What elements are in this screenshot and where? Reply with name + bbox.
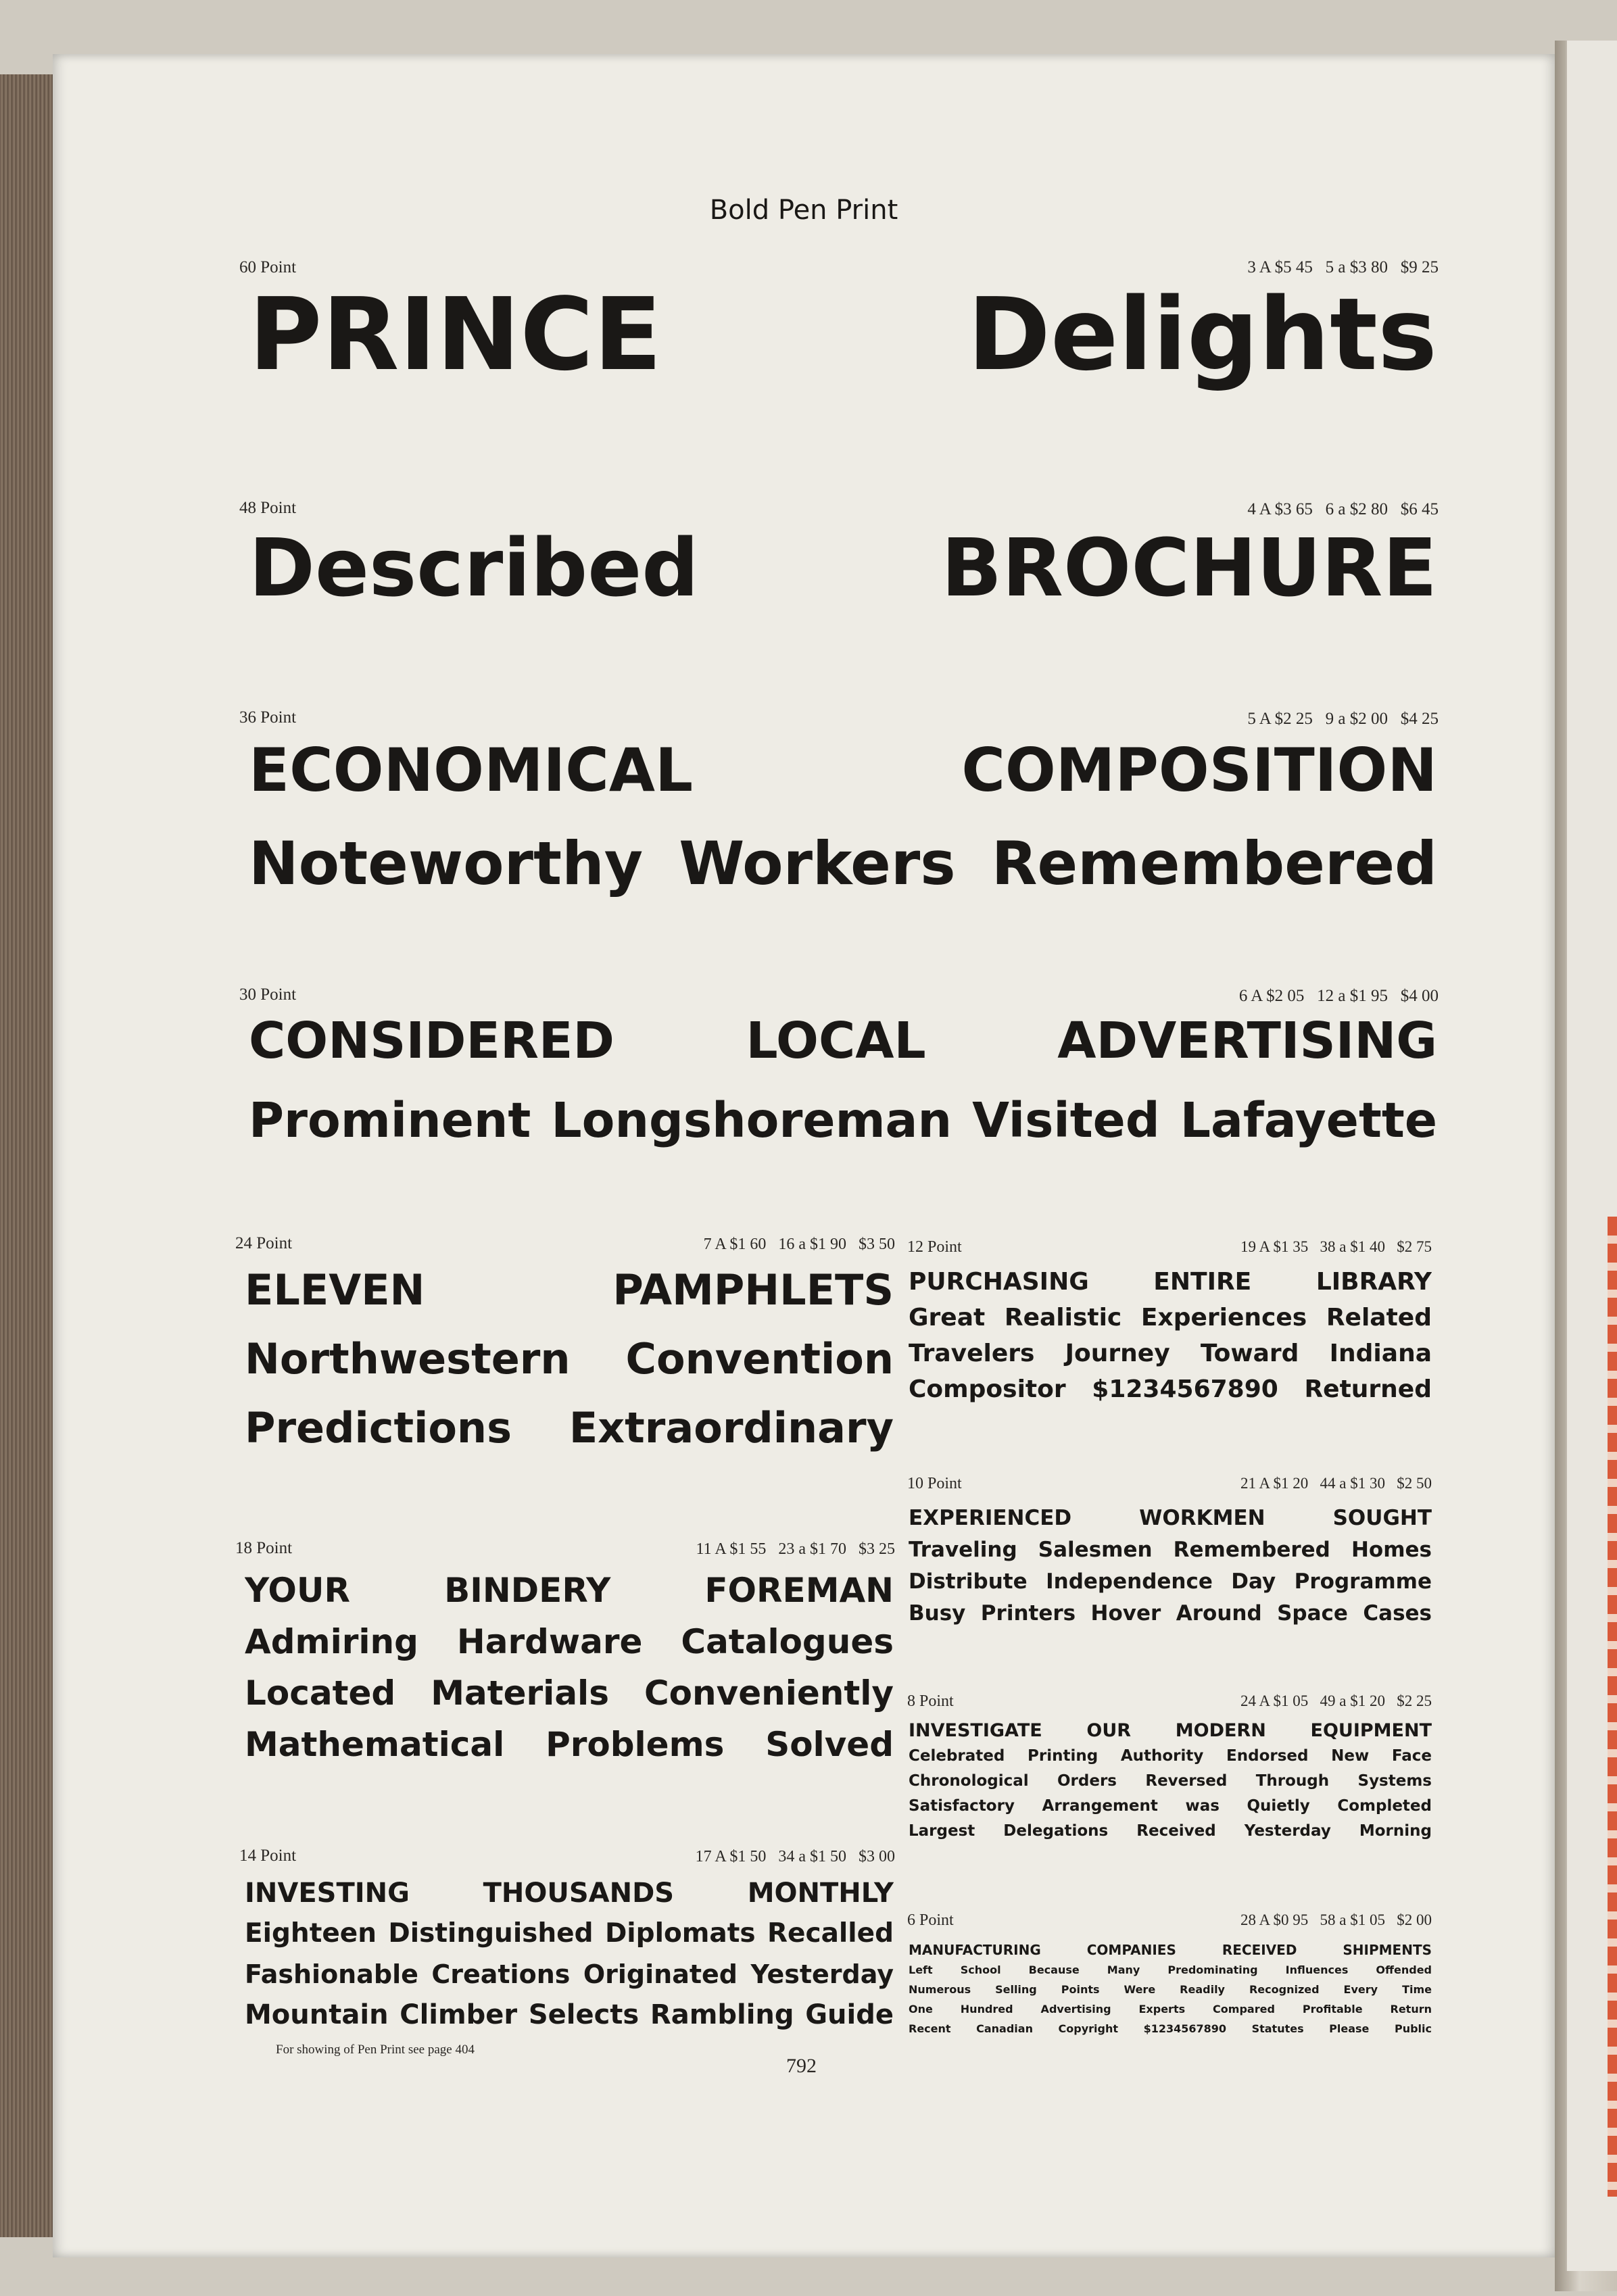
- specimen-size-label: 14 Point: [239, 1847, 297, 1865]
- specimen-price: 5 A $2 25 9 a $2 00 $4 25: [1247, 710, 1439, 728]
- specimen-line: Busy Printers Hover Around Space Cases: [909, 1601, 1432, 1626]
- red-page-edge: [1608, 1217, 1617, 2197]
- specimen-line: Predictions Extraordinary: [245, 1403, 894, 1452]
- specimen-size-label: 8 Point: [907, 1692, 954, 1710]
- specimen-size-label: 48 Point: [239, 499, 297, 517]
- specimen-line: Great Realistic Experiences Related: [909, 1304, 1432, 1332]
- specimen-line: Prominent Longshoreman Visited Lafayette: [249, 1092, 1437, 1148]
- specimen-line: PURCHASING ENTIRE LIBRARY: [909, 1268, 1432, 1296]
- specimen-line: Noteworthy Workers Remembered: [249, 829, 1437, 898]
- specimen-price: 6 A $2 05 12 a $1 95 $4 00: [1238, 987, 1439, 1005]
- specimen-price: 7 A $1 60 16 a $1 90 $3 50: [703, 1236, 895, 1253]
- specimen-size-label: 24 Point: [235, 1234, 293, 1252]
- specimen-line: Traveling Salesmen Remembered Homes: [909, 1538, 1432, 1562]
- specimen-line: CONSIDERED LOCAL ADVERTISING: [249, 1012, 1437, 1070]
- specimen-price: 17 A $1 50 34 a $1 50 $3 00: [695, 1848, 895, 1865]
- specimen-line: Northwestern Convention: [245, 1334, 894, 1384]
- specimen-line: Left School Because Many Predominating Influences Offended: [909, 1963, 1432, 1976]
- specimen-line: Largest Delegations Received Yesterday Morning: [909, 1822, 1432, 1840]
- specimen-price: 28 A $0 95 58 a $1 05 $2 00: [1240, 1911, 1432, 1928]
- specimen-size-label: 18 Point: [235, 1539, 293, 1557]
- specimen-line: INVESTIGATE OUR MODERN EQUIPMENT: [909, 1720, 1432, 1741]
- specimen-line: Celebrated Printing Authority Endorsed New Face: [909, 1747, 1432, 1765]
- footnote: For showing of Pen Print see page 404: [276, 2043, 475, 2057]
- specimen-line: ECONOMICAL COMPOSITION: [249, 735, 1437, 805]
- specimen-size-label: 12 Point: [907, 1238, 962, 1256]
- specimen-size-label: 10 Point: [907, 1475, 962, 1492]
- specimen-size-label: 60 Point: [239, 258, 297, 276]
- book-fore-edge-left: [0, 74, 53, 2237]
- specimen-line: Travelers Journey Toward Indiana: [909, 1340, 1432, 1367]
- specimen-price: 3 A $5 45 5 a $3 80 $9 25: [1247, 258, 1439, 276]
- specimen-size-label: 36 Point: [239, 708, 297, 727]
- specimen-line: Fashionable Creations Originated Yesterday: [245, 1959, 894, 1989]
- specimen-size-label: 6 Point: [907, 1911, 954, 1929]
- specimen-line: EXPERIENCED WORKMEN SOUGHT: [909, 1506, 1432, 1530]
- specimen-line: ELEVEN PAMPHLETS: [245, 1265, 894, 1315]
- specimen-line: Mountain Climber Selects Rambling Guide: [245, 1999, 894, 2030]
- specimen-price: 11 A $1 55 23 a $1 70 $3 25: [696, 1540, 895, 1558]
- specimen-line: Located Materials Conveniently: [245, 1674, 894, 1713]
- specimen-price: 21 A $1 20 44 a $1 30 $2 50: [1240, 1475, 1432, 1492]
- specimen-line: YOUR BINDERY FOREMAN: [245, 1571, 894, 1610]
- specimen-size-label: 30 Point: [239, 985, 297, 1004]
- specimen-price: 4 A $3 65 6 a $2 80 $6 45: [1247, 500, 1439, 518]
- page-title: Bold Pen Print: [709, 195, 898, 226]
- specimen-price: 24 A $1 05 49 a $1 20 $2 25: [1240, 1692, 1432, 1709]
- specimen-line: Satisfactory Arrangement was Quietly Completed: [909, 1797, 1432, 1815]
- specimen-line: PRINCE Delights: [249, 277, 1437, 392]
- specimen-price: 19 A $1 35 38 a $1 40 $2 75: [1240, 1238, 1432, 1255]
- specimen-line: Eighteen Distinguished Diplomats Recalled: [245, 1918, 894, 1949]
- specimen-line: MANUFACTURING COMPANIES RECEIVED SHIPMENTS: [909, 1942, 1432, 1958]
- specimen-line: Compositor $1234567890 Returned: [909, 1375, 1432, 1403]
- specimen-line: Described BROCHURE: [249, 521, 1437, 614]
- specimen-line: Mathematical Problems Solved: [245, 1725, 894, 1764]
- specimen-line: Recent Canadian Copyright $1234567890 Statutes Please Public: [909, 2022, 1432, 2035]
- specimen-line: Chronological Orders Reversed Through Systems: [909, 1772, 1432, 1790]
- specimen-line: Distribute Independence Day Programme: [909, 1569, 1432, 1594]
- specimen-line: Numerous Selling Points Were Readily Recognized Every Time: [909, 1983, 1432, 1996]
- specimen-line: INVESTING THOUSANDS MONTHLY: [245, 1878, 894, 1909]
- specimen-line: One Hundred Advertising Experts Compared Profitable Return: [909, 2003, 1432, 2016]
- specimen-line: Admiring Hardware Catalogues: [245, 1622, 894, 1661]
- page-number: 792: [786, 2055, 817, 2077]
- catalog-page: [53, 54, 1555, 2257]
